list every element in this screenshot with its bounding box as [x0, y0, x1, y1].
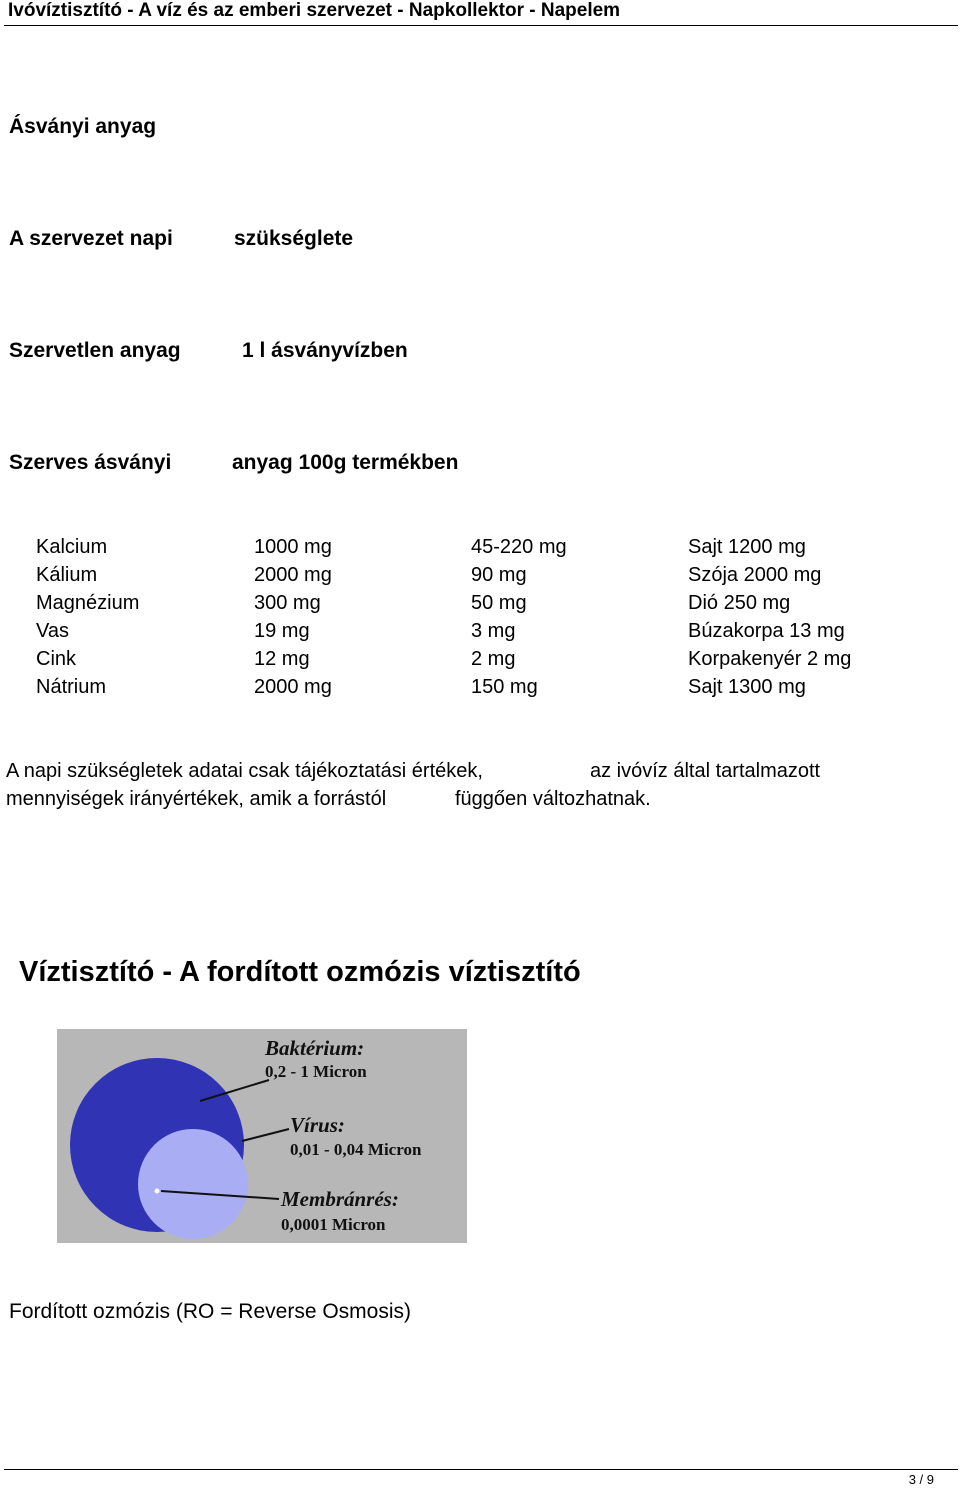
document-header-title: Ivóvíztisztító - A víz és az emberi szervezet - Napkollektor - Napelem [8, 0, 621, 21]
header-divider [4, 25, 958, 26]
organic-value: anyag 100g termékben [232, 451, 459, 474]
food-source-cell: Dió 250 mg [688, 592, 791, 614]
disclaimer-line-2a: mennyiségek irányértékek, amik a forrástól [6, 788, 387, 810]
mineral-water-cell: 50 mg [471, 592, 527, 614]
inorganic-value: 1 l ásványvízben [242, 339, 408, 362]
mineral-heading: Ásványi anyag [9, 115, 157, 138]
food-source-cell: Szója 2000 mg [688, 564, 822, 586]
footer-divider [4, 1469, 958, 1470]
virus-circle [138, 1129, 248, 1239]
inorganic-label: Szervetlen anyag [9, 339, 181, 362]
daily-need-cell: 1000 mg [254, 536, 332, 558]
particle-size-figure [57, 1029, 467, 1243]
mineral-water-cell: 45-220 mg [471, 536, 567, 558]
daily-need-cell: 12 mg [254, 648, 310, 670]
mineral-name: Magnézium [36, 592, 140, 614]
disclaimer-line-2b: függően változhatnak. [455, 788, 651, 810]
daily-need-label: A szervezet napi [9, 227, 173, 250]
virus-label: Vírus: [290, 1113, 345, 1137]
mineral-water-cell: 2 mg [471, 648, 516, 670]
mineral-water-cell: 3 mg [471, 620, 516, 642]
food-source-cell: Búzakorpa 13 mg [688, 620, 845, 642]
bacteria-label: Baktérium: [265, 1036, 365, 1060]
bacteria-size: 0,2 - 1 Micron [265, 1062, 367, 1081]
page-number: 3 / 9 [908, 1472, 934, 1487]
disclaimer-line-1a: A napi szükségletek adatai csak tájékoztatási értékek, [6, 760, 483, 782]
food-source-cell: Korpakenyér 2 mg [688, 648, 852, 670]
figure-caption: Fordított ozmózis (RO = Reverse Osmosis) [9, 1300, 412, 1323]
membrane-label: Membránrés: [281, 1187, 399, 1211]
daily-need-cell: 19 mg [254, 620, 310, 642]
membrane-dot [155, 1189, 160, 1194]
daily-need-cell: 2000 mg [254, 564, 332, 586]
daily-need-cell: 300 mg [254, 592, 321, 614]
mineral-name: Vas [36, 620, 69, 642]
membrane-size: 0,0001 Micron [281, 1215, 386, 1234]
mineral-name: Cink [36, 648, 77, 670]
mineral-name: Kalcium [36, 536, 108, 558]
mineral-water-cell: 150 mg [471, 676, 538, 698]
virus-size: 0,01 - 0,04 Micron [290, 1140, 422, 1159]
organic-label: Szerves ásványi [9, 451, 172, 474]
mineral-name: Nátrium [36, 676, 107, 698]
daily-need-value: szükséglete [234, 227, 354, 250]
mineral-name: Kálium [36, 564, 98, 586]
food-source-cell: Sajt 1200 mg [688, 536, 806, 558]
section-title: Víztisztító - A fordított ozmózis víztisztító [19, 956, 581, 988]
mineral-water-cell: 90 mg [471, 564, 527, 586]
daily-need-cell: 2000 mg [254, 676, 332, 698]
food-source-cell: Sajt 1300 mg [688, 676, 806, 698]
disclaimer-line-1b: az ivóvíz által tartalmazott [590, 760, 821, 782]
